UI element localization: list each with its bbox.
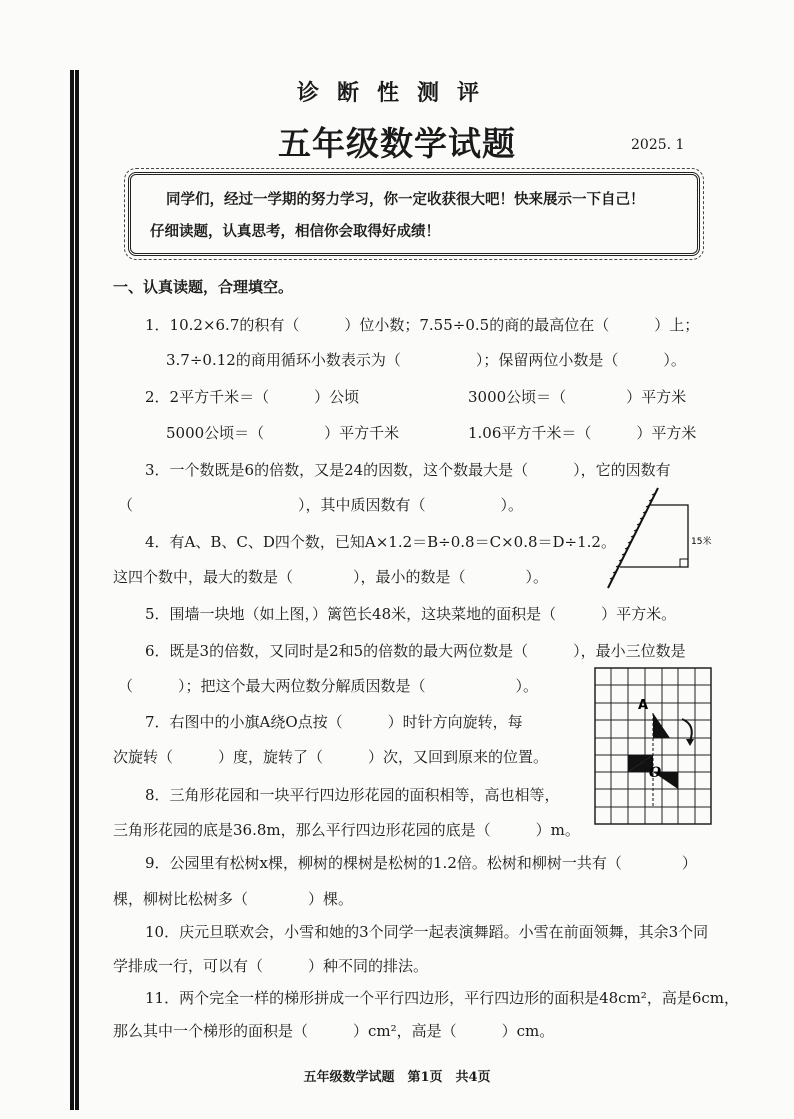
question-line: 5000公顷＝（ ）平方千米	[166, 424, 400, 442]
question-line: 3．一个数既是6的倍数，又是24的因数，这个数最大是（ ），它的因数有	[145, 461, 671, 479]
question-line: （ ），其中质因数有（ ）。	[118, 496, 524, 514]
question-line: （ ）；把这个最大两位数分解质因数是（ ）。	[118, 677, 539, 695]
question-line: 10．庆元旦联欢会，小雪和她的3个同学一起表演舞蹈。小雪在前面领舞，其余3个同	[145, 923, 709, 941]
question-line: 那么其中一个梯形的面积是（ ）cm²，高是（ ）cm。	[113, 1022, 555, 1040]
wall-hatching	[610, 493, 656, 579]
question-line: 2．2平方千米＝（ ）公顷	[145, 388, 360, 406]
intro-box	[128, 172, 700, 256]
question-line: 3000公顷＝（ ）平方米	[468, 388, 687, 406]
question-line: 3.7÷0.12的商用循环小数表示为（ ）；保留两位小数是（ ）。	[166, 351, 686, 369]
fence-outline	[620, 505, 688, 567]
arrow-head	[686, 739, 694, 746]
exam-subtitle: 诊断性测评	[296, 81, 497, 106]
question-line: 11．两个完全一样的梯形拼成一个平行四边形，平行四边形的面积是48cm²，高是6cm，	[145, 989, 739, 1007]
question-line: 6．既是3的倍数，又同时是2和5的倍数的最大两位数是（ ），最小三位数是	[145, 642, 686, 660]
center-label: O	[649, 765, 662, 781]
question-line: 这四个数中，最大的数是（ ），最小的数是（ ）。	[113, 568, 549, 586]
question-line: 学排成一行，可以有（ ）种不同的排法。	[113, 957, 429, 975]
intro-line-1: 同学们，经过一学期的努力学习，你一定收获很大吧！快来展示一下自己！	[166, 191, 645, 208]
question-line: 9．公园里有松树x棵，柳树的棵树是松树的1.2倍。松树和柳树一共有（ ）	[145, 854, 697, 872]
question-line: 7．右图中的小旗A绕O点按（ ）时针方向旋转，每	[145, 713, 523, 731]
side-length-label: 15米	[691, 537, 712, 547]
question-line: 1.06平方千米＝（ ）平方米	[468, 424, 697, 442]
exam-date: 2025. 1	[631, 137, 685, 153]
flag-label: A	[638, 698, 649, 713]
question-line: 棵，柳树比松树多（ ）棵。	[113, 890, 354, 908]
rotation-figure	[594, 667, 712, 825]
question-line: 1．10.2×6.7的积有（ ）位小数；7.55÷0.5的商的最高位在（ ）上；	[145, 316, 700, 334]
section-title: 一、认真读题，合理填空。	[113, 278, 294, 296]
garden-figure	[600, 483, 720, 593]
question-line: 8．三角形花园和一块平行四边形花园的面积相等，高也相等，	[145, 786, 560, 804]
right-angle-mark	[680, 559, 688, 567]
wall-line	[608, 488, 658, 588]
intro-line-2: 仔细读题，认真思考，相信你会取得好成绩！	[150, 223, 440, 240]
question-line: 次旋转（ ）度，旋转了（ ）次，又回到原来的位置。	[113, 748, 549, 766]
question-line: 4．有A、B、C、D四个数，已知A×1.2＝B÷0.8＝C×0.8＝D÷1.2。	[145, 533, 616, 551]
binding-line	[70, 70, 79, 1110]
exam-title: 五年级数学试题	[278, 124, 516, 163]
page-footer: 五年级数学试题 第1页 共4页	[303, 1070, 491, 1085]
question-line: 5．围墙一块地（如上图，）篱笆长48米，这块菜地的面积是（ ）平方米。	[145, 605, 677, 623]
question-line: 三角形花园的底是36.8m，那么平行四边形花园的底是（ ）m。	[113, 821, 580, 839]
